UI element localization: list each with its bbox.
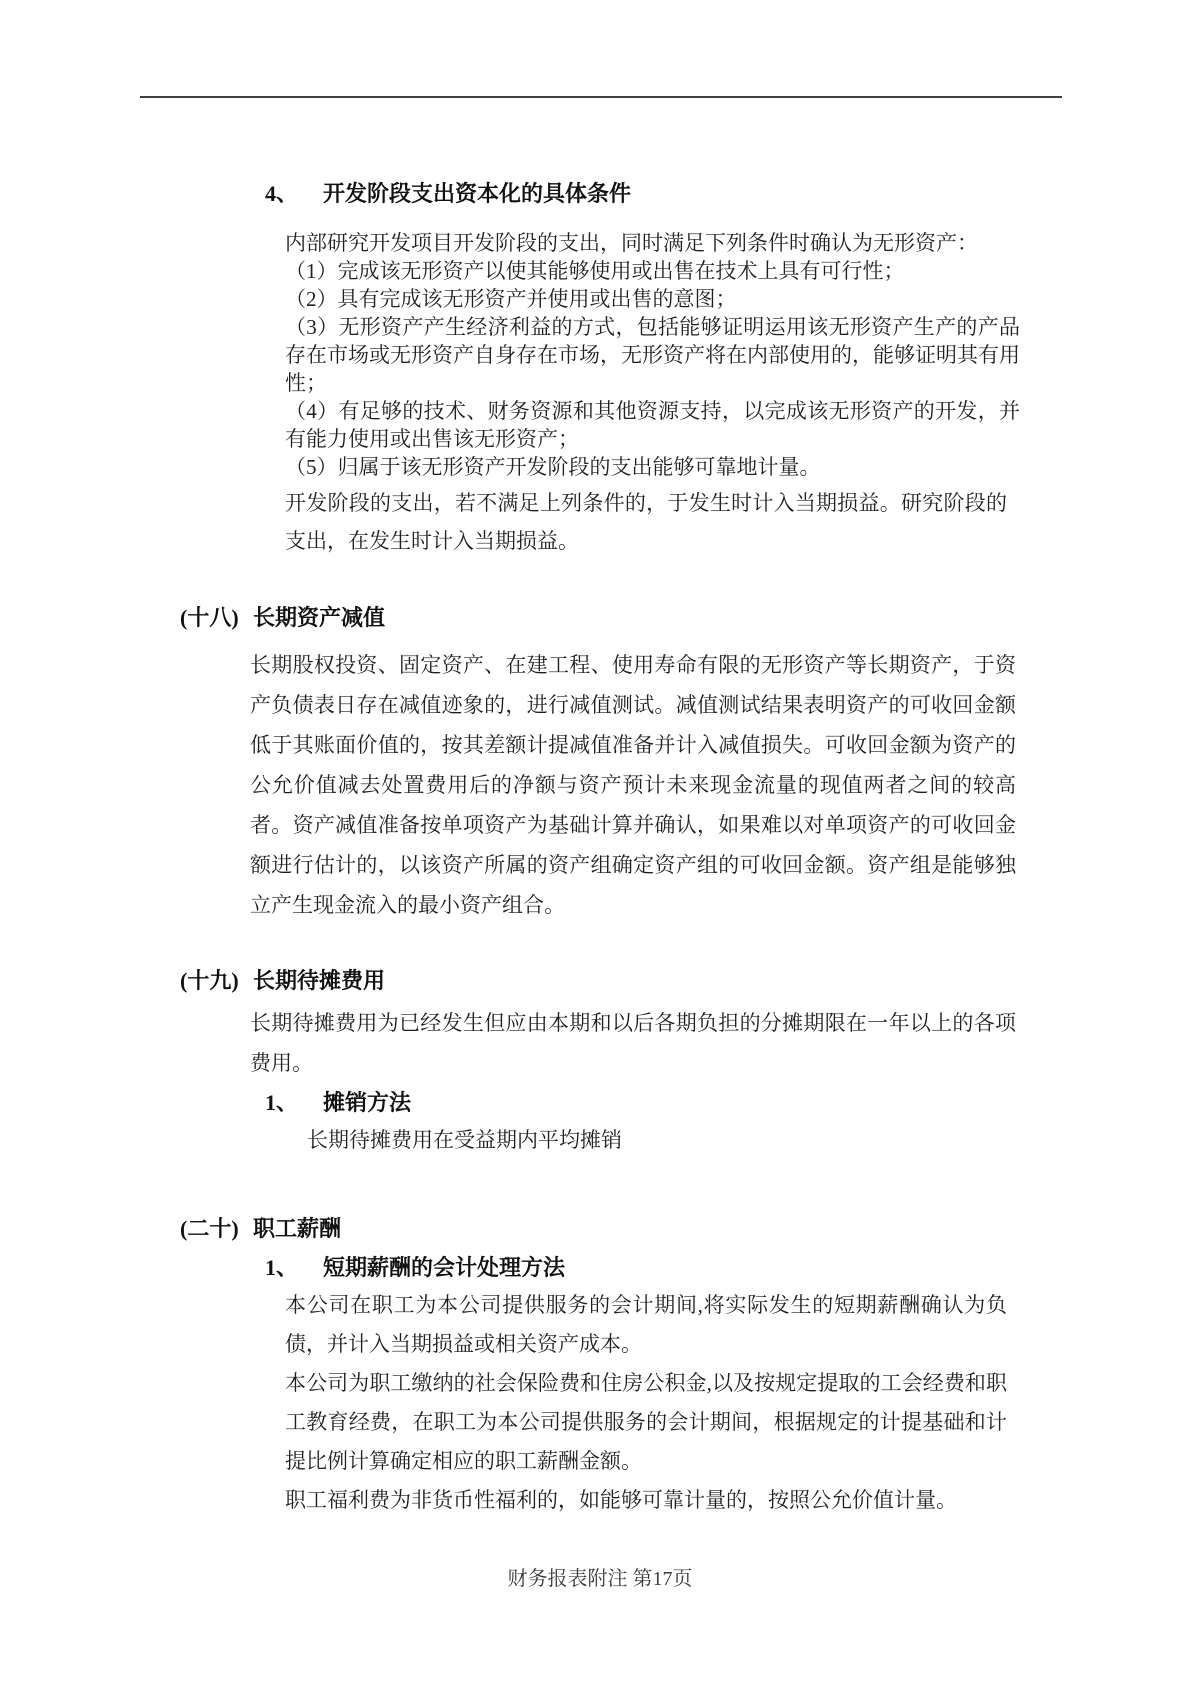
paragraph-text: 本公司在职工为本公司提供服务的会计期间,将实际发生的短期薪酬确认为负债，并计入当期损益或相关资产成本。 [285,1293,1007,1356]
section-20-sub-title: 短期薪酬的会计处理方法 [323,1255,566,1280]
section-20-heading [180,1215,341,1243]
section-18-label: (十八) [180,605,239,630]
section-18-heading [180,604,385,632]
section-19-heading [180,967,385,995]
section-20-paragraph-3 [285,1481,1007,1520]
condition-item-4: （4）有足够的技术、财务资源和其他资源支持，以完成该无形资产的开发，并有能力使用或出售该无形资产； [285,399,1020,451]
section-19-body [250,1003,1016,1083]
paragraph-text: 职工福利费为非货币性福利的，如能够可靠计量的，按照公允价值计量。 [285,1488,957,1512]
section-19-sub-number: 1、 [265,1090,299,1115]
subsection-4-number: 4、 [265,181,299,206]
paragraph-text: 开发阶段的支出，若不满足上列条件的，于发生时计入当期损益。研究阶段的支出，在发生时计入当期损益。 [285,491,1007,553]
paragraph-text: 长期待摊费用在受益期内平均摊销 [307,1128,622,1152]
subsection-4-heading [265,180,631,208]
section-19-label: (十九) [180,968,239,993]
paragraph-text: 本公司为职工缴纳的社会保险费和住房公积金,以及按规定提取的工会经费和职工教育经费，在职工为本公司提供服务的会计期间，根据规定的计提基础和计提比例计算确定相应的职工薪酬金额。 [285,1371,1007,1473]
condition-item-1: （1）完成该无形资产以使其能够使用或出售在技术上具有可行性； [285,259,905,283]
condition-item-5: （5）归属于该无形资产开发阶段的支出能够可靠地计量。 [285,455,821,479]
section-20-paragraph-2 [285,1364,1007,1481]
subsection-4-body [285,229,1020,481]
section-19-sub-title: 摊销方法 [323,1090,412,1115]
paragraph-text: 长期股权投资、固定资产、在建工程、使用寿命有限的无形资产等长期资产，于资产负债表日存在减值迹象的，进行减值测试。减值测试结果表明资产的可收回金额低于其账面价值的，按其差额计提减值准备并计入减值损失。可收回金额为资产的公允价值减去处置费用后的净额与资产预计未来现金流量的现值两者之间的较高者。资产减值准备按单项资产为基础计算并确认，如果难以对单项资产的可收回金额进行估计的，以该资产所属的资产组确定资产组的可收回金额。资产组是能够独立产生现金流入的最小资产组合。 [250,653,1016,917]
section-19-title: 长期待摊费用 [253,968,386,993]
header-divider [140,96,1062,98]
section-18-body [250,645,1016,925]
section-18-title: 长期资产减值 [253,605,386,630]
section-20-label: (二十) [180,1216,239,1241]
condition-item-3: （3）无形资产产生经济利益的方式，包括能够证明运用该无形资产生产的产品存在市场或无形资产自身存在市场，无形资产将在内部使用的，能够证明其有用性； [285,315,1020,395]
subsection-4-title: 开发阶段支出资本化的具体条件 [323,181,632,206]
condition-item-2: （2）具有完成该无形资产并使用或出售的意图； [285,287,737,311]
section-19-sub-body [307,1126,1007,1154]
page-footer: 财务报表附注 第17页 [507,1568,693,1590]
section-20-sub-number: 1、 [265,1255,299,1280]
section-19-sub-heading [265,1089,411,1117]
paragraph-text: 长期待摊费用为已经发生但应由本期和以后各期负担的分摊期限在一年以上的各项费用。 [250,1011,1016,1075]
section-20-sub-heading [265,1254,565,1282]
section-20-title: 职工薪酬 [253,1216,342,1241]
subsection-4-intro: 内部研究开发项目开发阶段的支出，同时满足下列条件时确认为无形资产： [285,231,978,255]
section-20-paragraph-1 [285,1286,1007,1364]
subsection-4-closing [285,484,1007,560]
